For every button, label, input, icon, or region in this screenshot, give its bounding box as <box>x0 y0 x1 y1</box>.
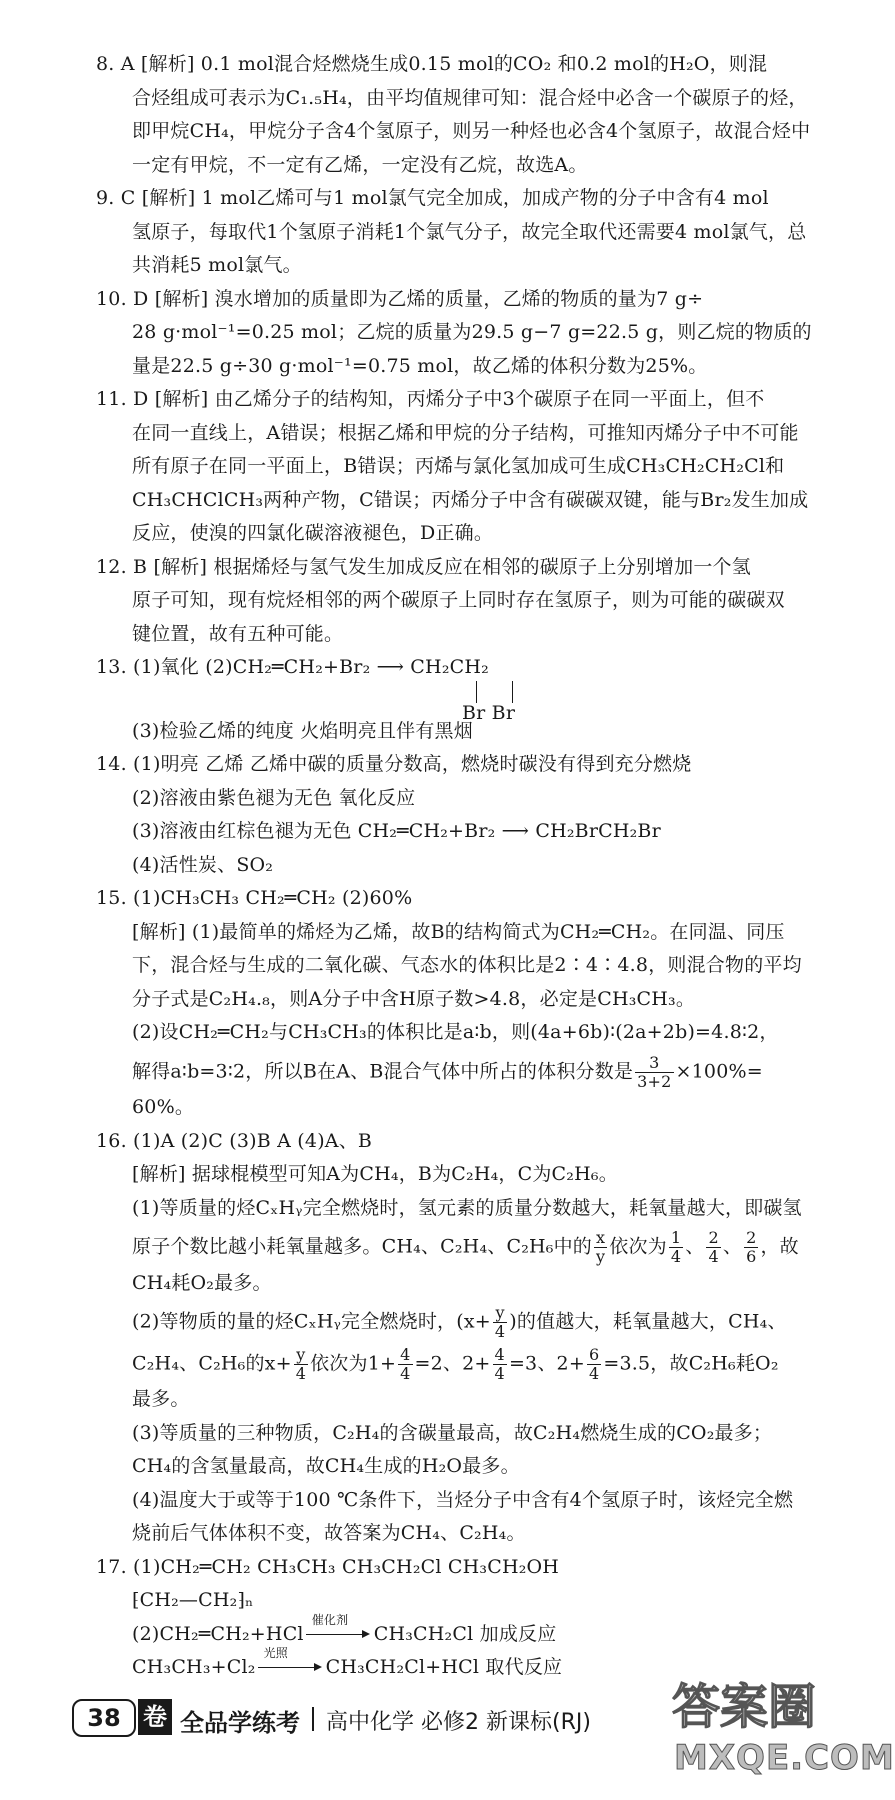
frac-den: 4 <box>494 1322 506 1342</box>
frac-den: 4 <box>400 1363 411 1383</box>
reaction-arrow <box>304 1612 374 1646</box>
q16-frac-y4 <box>493 1304 507 1341</box>
q17-line3-right: CH₃CH₂Cl 加成反应 <box>373 1622 557 1645</box>
q16-frac-y4b <box>294 1346 308 1383</box>
q10-line1: 10. D [解析] 溴水增加的质量即为乙烯的质量，乙烯的物质的量为7 g÷ <box>96 287 704 310</box>
frac-num: y <box>294 1346 308 1365</box>
q17-line2: ⁅CH₂—CH₂⁆ₙ <box>132 1589 254 1612</box>
q17-line4 <box>132 1646 563 1679</box>
q16-frac-g2 <box>493 1346 507 1383</box>
arrow-shaft <box>258 1667 318 1668</box>
q15-line2: [解析] (1)最简单的烯烃为乙烯，故B的结构简式为CH₂═CH₂。在同温、同压 <box>132 920 785 943</box>
q16-line12: 烧前后气体体积不变，故答案为CH₄、C₂H₄。 <box>132 1522 526 1545</box>
q13-line1: 13. (1)氧化 (2)CH₂═CH₂+Br₂ ⟶ CH₂CH₂ <box>96 656 489 678</box>
frac-num: 6 <box>588 1344 600 1364</box>
q16-line1: 16. (1)A (2)C (3)B A (4)A、B <box>96 1129 373 1152</box>
q15-frac-numerator: 3 <box>635 1054 673 1073</box>
page-number: 38 <box>72 1699 136 1737</box>
q13-line3: (3)检验乙烯的纯度 火焰明亮且伴有黑烟 <box>132 719 473 742</box>
juan-badge: 卷 <box>138 1699 172 1735</box>
reaction-arrow <box>256 1646 326 1679</box>
q16-line7-b: =2、2+ <box>414 1352 491 1375</box>
watermark-logo <box>668 1668 895 1788</box>
q16-line6-tail: )的值越大，耗氧量越大，CH₄、 <box>509 1310 787 1333</box>
q16-frac-3 <box>744 1229 758 1266</box>
q17-line4-left: CH₃CH₃+Cl₂ <box>132 1656 256 1679</box>
q16-frac-xy <box>594 1229 607 1266</box>
q17-line3-left: (2)CH₂═CH₂+HCl <box>132 1622 304 1645</box>
frac-num: 2 <box>708 1228 719 1248</box>
q12-line1: 12. B [解析] 根据烯烃与氢气发生加成反应在相邻的碳原子上分别增加一个氢 <box>96 555 751 578</box>
arrow-shaft <box>306 1634 366 1635</box>
q11-line4: CH₃CHClCH₃两种产物，C错误；丙烯分子中含有碳碳双键，能与Br₂发生加成 <box>132 488 809 511</box>
q9-line2: 氢原子，每取代1个氢原子消耗1个氯气分子，故完全取代还需要4 mol氯气，总 <box>132 220 807 243</box>
arrow-head <box>314 1663 322 1671</box>
frac-num: 4 <box>494 1344 505 1364</box>
watermark-line2: MXQE.COM <box>674 1738 895 1778</box>
q15-fraction <box>635 1054 673 1091</box>
q8-line4: 一定有甲烷，不一定有乙烯，一定没有乙烷，故选A。 <box>132 153 588 176</box>
q13-bromine: Br Br <box>462 701 516 724</box>
reaction-condition: 光照 <box>263 1646 289 1661</box>
footer-divider <box>312 1707 314 1731</box>
q14-line4: (4)活性炭、SO₂ <box>132 853 274 876</box>
q8-line2: 合烃组成可表示为C₁.₅H₄，由平均值规律可知：混合烃中必含一个碳原子的烃， <box>132 86 808 109</box>
q8-line1: 8. A [解析] 0.1 mol混合烃燃烧生成0.15 mol的CO₂ 和0.2 mol的H₂O，则混 <box>96 53 768 75</box>
q16-frac-2 <box>706 1229 720 1266</box>
q9-line1: 9. C [解析] 1 mol乙烯可与1 mol氯气完全加成，加成产物的分子中含有4 mol <box>96 187 769 209</box>
frac-den: 4 <box>708 1247 719 1267</box>
q16-line7-c: =3、2+ <box>508 1352 585 1375</box>
frac-num: x <box>594 1229 607 1248</box>
q16-line4: 原子个数比越小耗氧量越多。CH₄、C₂H₄、C₂H₆中的 $\frac{x}{y}$ 依次为 $\frac{1}{4}$ 、 $\frac{2}{4}$ 、 $\frac{2}{6}$ ，故 <box>132 1228 799 1267</box>
q14-line2: (2)溶液由紫色褪为无色 氧化反应 <box>132 786 416 809</box>
q15-line6-tail: ×100%= <box>675 1060 763 1083</box>
brand-title: 全品学练考 <box>180 1709 300 1737</box>
frac-den: 4 <box>670 1247 682 1267</box>
q15-line4: 分子式是C₂H₄.₈，则A分子中含H原子数>4.8，必定是CH₃CH₃。 <box>132 987 696 1010</box>
q17-line4-right: CH₃CH₂Cl+HCl 取代反应 <box>325 1656 563 1679</box>
q16-line2: [解析] 据球棍模型可知A为CH₄，B为C₂H₄，C为C₂H₆。 <box>132 1163 618 1186</box>
subject-label: 高中化学 必修2 新课标(RJ) <box>326 1710 591 1735</box>
frac-den: 4 <box>494 1363 505 1383</box>
q16-line4-text: 原子个数比越小耗氧量越多。CH₄、C₂H₄、C₂H₆中的 <box>132 1235 593 1258</box>
q11-line5: 反应，使溴的四氯化碳溶液褪色，D正确。 <box>132 522 494 544</box>
q16-line8: 最多。 <box>132 1388 190 1411</box>
q8-line3: 即甲烷CH₄，甲烷分子含4个氢原子，则另一种烃也必含4个氢原子，故混合烃中 <box>132 120 811 142</box>
q16-line7-tail: =3.5，故C₂H₆耗O₂ <box>603 1352 779 1375</box>
frac-num: 2 <box>746 1228 757 1248</box>
q9-line3: 共消耗5 mol氯气。 <box>132 254 302 276</box>
q16-line4-tail: ，故 <box>760 1235 799 1258</box>
q15-line6 <box>132 1054 763 1091</box>
q10-line2: 28 g·mol⁻¹=0.25 mol；乙烷的质量为29.5 g−7 g=22.5 g，则乙烷的物质的 <box>132 321 812 343</box>
q14-line3: (3)溶液由红棕色褪为无色 CH₂═CH₂+Br₂ ⟶ CH₂BrCH₂Br <box>132 820 661 843</box>
q16-line10: CH₄的含氢量最高，故CH₄生成的H₂O最多。 <box>132 1455 520 1478</box>
q12-line3: 键位置，故有五种可能。 <box>132 622 344 645</box>
q16-line6 <box>132 1304 787 1341</box>
q16-line3: (1)等质量的烃CₓHᵧ完全燃烧时，氢元素的质量分数越大，耗氧量越大，即碳氢 <box>132 1196 802 1219</box>
q16-line11: (4)温度大于或等于100 ℃条件下，当烃分子中含有4个氢原子时，该烃完全燃 <box>132 1488 794 1511</box>
q16-frac-1 <box>669 1229 683 1266</box>
q11-line3: 所有原子在同一平面上，B错误；丙烯与氯化氢加成可生成CH₃CH₂CH₂Cl和 <box>132 455 785 477</box>
q15-line3: 下，混合烃与生成的二氧化碳、气态水的体积比是2∶4∶4.8，则混合物的平均 <box>132 954 802 977</box>
q11-line2: 在同一直线上，A错误；根据乙烯和甲烷的分子结构，可推知丙烯分子中不可能 <box>132 421 799 444</box>
q15-frac-denominator: 3+2 <box>637 1071 672 1091</box>
q15-line5: (2)设CH₂═CH₂与CH₃CH₃的体积比是a∶b，则(4a+6b)∶(2a+2b)=4.8∶2， <box>132 1021 779 1044</box>
watermark-line1: 答案圈 <box>672 1679 817 1735</box>
q15-line6-text: 解得a∶b=3∶2，所以B在A、B混合气体中所占的体积分数是 <box>132 1060 634 1083</box>
q16-frac-g3 <box>587 1346 601 1383</box>
q16-line7-a: 依次为1+ <box>310 1352 397 1375</box>
frac-num: 1 <box>670 1228 682 1248</box>
q16-line7-text: C₂H₄、C₂H₆的x+ <box>132 1352 292 1375</box>
q10-line3: 量是22.5 g÷30 g·mol⁻¹=0.75 mol，故乙烯的体积分数为25%。 <box>132 354 708 377</box>
q12-line2: 原子可知，现有烷烃相邻的两个碳原子上同时存在氢原子，则为可能的碳碳双 <box>132 589 785 611</box>
reaction-condition: 催化剂 <box>311 1612 349 1627</box>
arrow-head <box>362 1630 370 1638</box>
frac-den: 4 <box>295 1363 307 1383</box>
q17-line3 <box>132 1612 557 1646</box>
frac-den: 4 <box>588 1363 600 1383</box>
q15-line1: 15. (1)CH₃CH₃ CH₂═CH₂ (2)60% <box>96 887 413 910</box>
frac-den: y <box>596 1247 606 1267</box>
q14-line1: 14. (1)明亮 乙烯 乙烯中碳的质量分数高，燃烧时碳没有得到充分燃烧 <box>96 753 692 776</box>
q16-line7 <box>132 1346 779 1383</box>
q16-line9: (3)等质量的三种物质，C₂H₄的含碳量最高，故C₂H₄燃烧生成的CO₂最多； <box>132 1421 773 1444</box>
q11-line1: 11. D [解析] 由乙烯分子的结构知，丙烯分子中3个碳原子在同一平面上，但不 <box>96 388 765 410</box>
frac-num: 4 <box>400 1344 411 1364</box>
q17-line1: 17. (1)CH₂═CH₂ CH₃CH₃ CH₃CH₂Cl CH₃CH₂OH <box>96 1555 560 1578</box>
frac-den: 6 <box>746 1247 757 1267</box>
frac-num: y <box>493 1304 507 1323</box>
q16-line4-mid: 依次为 <box>609 1235 667 1258</box>
q15-line7: 60%。 <box>132 1096 195 1119</box>
q16-line5: CH₄耗O₂最多。 <box>132 1271 272 1294</box>
q16-frac-g1 <box>398 1346 412 1383</box>
q16-line6-text: (2)等物质的量的烃CₓHᵧ完全燃烧时，(x+ <box>132 1310 491 1333</box>
